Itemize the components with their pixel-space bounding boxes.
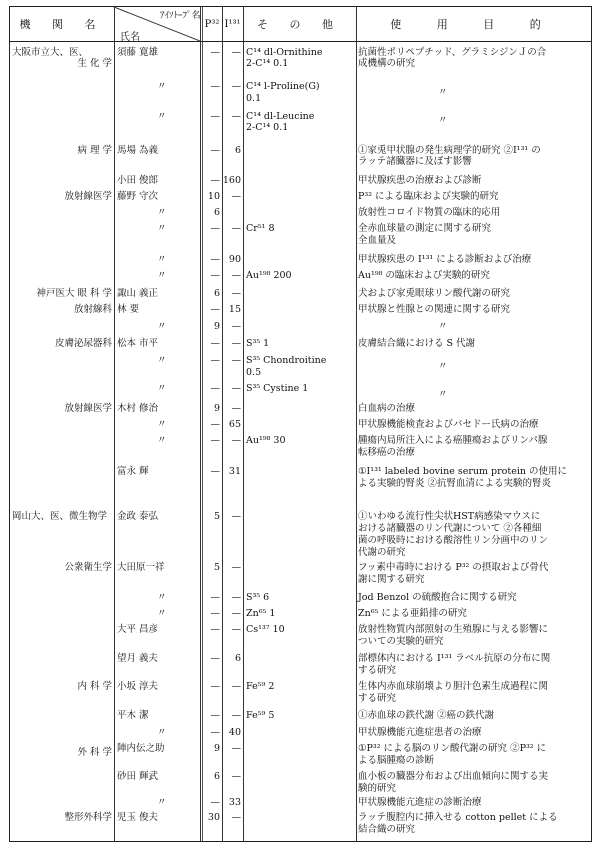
name-cell: 小田 俊郎 [117, 175, 159, 186]
i131-cell: — [231, 562, 241, 573]
name-cell: 〃 [157, 254, 167, 265]
i131-cell: 160 [222, 175, 241, 186]
purpose-cell: 部標体内における I¹³¹ ラベル抗原の分布に関 [358, 653, 551, 664]
name-cell: 〃 [157, 81, 167, 92]
i131-cell: 65 [228, 419, 241, 430]
purpose-cell: おける諸臓器のリン代謝について ②各種細 [358, 523, 542, 534]
p32-cell: 9 [213, 403, 220, 414]
purpose-cell: 菌の呼吸時における酸溶性リン分画中のリン [358, 535, 549, 546]
purpose-cell: ラッテ諸臓器に及ぼす影響 [358, 156, 472, 167]
p32-cell: — [210, 175, 220, 186]
header-i131: I¹³¹ [224, 18, 241, 30]
other-cell: S³⁵ 1 [246, 338, 270, 349]
p32-cell: — [210, 111, 220, 122]
i131-cell: — [231, 288, 241, 299]
purpose-cell: Au¹⁹⁸ の臨床および実験的研究 [358, 270, 490, 281]
i131-cell: 90 [228, 254, 241, 265]
name-cell: 馬場 為義 [117, 145, 159, 156]
p32-cell: — [210, 466, 220, 477]
purpose-cell: 生体内赤血球崩壊より胆汁色素生成過程に関 [358, 681, 549, 692]
purpose-cell: ①家兎甲状腺の発生病理学的研究 ②I¹³¹ の [358, 145, 541, 156]
p32-cell: — [210, 797, 220, 808]
p32-cell: 5 [213, 511, 220, 522]
purpose-cell: 転移癌の治療 [358, 447, 416, 458]
col-divider [243, 7, 244, 841]
name-cell: 松本 市平 [117, 338, 159, 349]
name-cell: 木村 修治 [117, 403, 159, 414]
institution-cell: 整形外科学 [64, 812, 112, 823]
other-cell: Fe⁵⁹ 5 [246, 710, 275, 721]
data-table [9, 6, 592, 842]
other-cell: Fe⁵⁹ 2 [246, 681, 275, 692]
name-cell: 諏山 義正 [117, 288, 159, 299]
p32-cell: 30 [207, 812, 220, 823]
other-cell: 2-C¹⁴ 0.1 [246, 122, 289, 133]
institution-cell: 皮膚泌尿器科 [54, 338, 112, 349]
p32-cell: — [210, 681, 220, 692]
name-cell: 〃 [157, 223, 167, 234]
p32-cell: — [210, 304, 220, 315]
other-cell: Zn⁶⁵ 1 [246, 608, 276, 619]
purpose-cell: よる実験的腎炎 ②抗腎血清による実験的腎炎 [358, 478, 552, 489]
institution-cell: 生 化 学 [77, 58, 112, 69]
p32-cell: — [210, 624, 220, 635]
p32-cell: 10 [207, 191, 220, 202]
purpose-cell: 甲状腺機能亢進症患者の治療 [358, 727, 482, 738]
i131-cell: — [231, 743, 241, 754]
i131-cell: 31 [228, 466, 241, 477]
other-cell: C¹⁴ dl-Ornithine [246, 47, 323, 58]
i131-cell: 15 [228, 304, 241, 315]
purpose-cell: 甲状腺機能検査およびバセドー氏病の治療 [358, 419, 539, 430]
institution-cell: 外 科 学 [77, 747, 112, 758]
purpose-cell: 白血病の治療 [358, 403, 416, 414]
purpose-cell: 犬および家兎眼球リン酸代謝の研究 [358, 288, 511, 299]
institution-cell: 岡山大、医、微生物学 [12, 511, 108, 522]
name-cell: 大平 昌彦 [117, 624, 159, 635]
purpose-cell: 全血量及 [358, 235, 397, 246]
other-cell: S³⁵ Cystine 1 [246, 383, 309, 394]
purpose-cell: 成機構の研究 [358, 58, 416, 69]
purpose-cell: 甲状腺と性腺との関連に関する研究 [358, 304, 511, 315]
purpose-cell: ラッテ腹腔内に挿入せる cotton pellet による [358, 812, 558, 823]
institution-cell: 内 科 学 [77, 681, 112, 692]
purpose-cell: ①赤血球の鉄代謝 ②癌の鉄代謝 [358, 710, 495, 721]
i131-cell: — [231, 435, 241, 446]
purpose-cell: 放射性コロイド物質の臨床的応用 [358, 207, 501, 218]
purpose-cell: 抗菌性ポリペプチッド、グラミシジンＪの合 [358, 47, 547, 58]
p32-cell: — [210, 81, 220, 92]
other-cell: Cr⁵¹ 8 [246, 223, 275, 234]
p32-cell: — [210, 608, 220, 619]
other-cell: S³⁵ Chondroitine [246, 355, 327, 366]
purpose-cell: 代謝の研究 [358, 547, 406, 558]
institution-cell: 神戸医大 眼 科 学 [36, 288, 112, 299]
name-cell: 〃 [157, 321, 167, 332]
p32-cell: — [210, 270, 220, 281]
p32-cell: — [210, 383, 220, 394]
p32-cell: — [210, 355, 220, 366]
col-divider [114, 7, 115, 841]
name-cell: 藤野 守次 [117, 191, 159, 202]
purpose-cell: 〃 [438, 361, 448, 372]
institution-cell: 大阪市立大、医、 [12, 47, 89, 58]
institution-cell: 放射線科 [73, 304, 112, 315]
purpose-cell: 甲状腺疾患の I¹³¹ による診断および治療 [358, 254, 532, 265]
purpose-cell: 〃 [438, 389, 448, 400]
name-cell: 〃 [157, 419, 167, 430]
name-cell: 〃 [157, 435, 167, 446]
i131-cell: — [231, 608, 241, 619]
i131-cell: — [231, 592, 241, 603]
i131-cell: — [231, 191, 241, 202]
purpose-cell: 放射性物質内部照射の生殖腺に与える影響に [358, 624, 549, 635]
p32-cell: 6 [213, 288, 220, 299]
purpose-cell: Zn⁶⁵ による亜鉛排の研究 [358, 608, 467, 619]
other-cell: Cs¹³⁷ 10 [246, 624, 285, 635]
name-cell: 陣内伝之助 [117, 743, 165, 754]
purpose-cell: 血小板の臓器分布および出血傾向に関する実 [358, 771, 549, 782]
name-cell: 大田原一祥 [117, 562, 165, 573]
name-cell: 〃 [157, 270, 167, 281]
p32-cell: — [210, 727, 220, 738]
header-purpose: 使 用 目 的 [390, 18, 557, 31]
p32-cell: — [210, 47, 220, 58]
institution-cell: 病 理 学 [77, 145, 112, 156]
name-cell: 須藤 寛雄 [117, 47, 159, 58]
header-isotope-name: ｱｲｿﾄｰﾌﾟ名 [160, 11, 201, 21]
purpose-cell: よる脳腫瘍の診断 [358, 755, 435, 766]
i131-cell: — [231, 338, 241, 349]
other-cell: 0.1 [246, 93, 262, 104]
p32-cell: — [210, 592, 220, 603]
i131-cell: — [231, 355, 241, 366]
institution-cell: 放射線医学 [64, 191, 112, 202]
p32-cell: — [210, 435, 220, 446]
purpose-cell: 皮膚結合織における S 代謝 [358, 338, 476, 349]
name-cell: 〃 [157, 355, 167, 366]
purpose-cell: 〃 [438, 115, 448, 126]
header-p32: P³² [204, 18, 220, 30]
header-other: そ の 他 [257, 18, 342, 31]
purpose-cell: 結合織の研究 [358, 824, 416, 835]
purpose-cell: 〃 [438, 87, 448, 98]
name-cell: 〃 [157, 797, 167, 808]
i131-cell: — [231, 403, 241, 414]
i131-cell: — [231, 710, 241, 721]
purpose-cell: Jod Benzol の硫酸抱合に関する研究 [358, 592, 517, 603]
other-cell: 2-C¹⁴ 0.1 [246, 58, 289, 69]
i131-cell: — [231, 81, 241, 92]
header-person-name: 氏名 [120, 32, 140, 43]
other-cell: 0.5 [246, 367, 262, 378]
i131-cell: 6 [234, 653, 241, 664]
name-cell: 富永 輝 [117, 466, 149, 477]
p32-cell: — [210, 145, 220, 156]
i131-cell: 33 [228, 797, 241, 808]
name-cell: 〃 [157, 608, 167, 619]
name-cell: 〃 [157, 383, 167, 394]
purpose-cell: 甲状腺機能亢進症の診断治療 [358, 797, 482, 808]
institution-cell: 放射線医学 [64, 403, 112, 414]
other-cell: Au¹⁹⁸ 200 [246, 270, 292, 281]
purpose-cell: ついての実験的研究 [358, 636, 444, 647]
other-cell: C¹⁴ l-Proline(G) [246, 81, 320, 92]
i131-cell: — [231, 47, 241, 58]
name-cell: 〃 [157, 207, 167, 218]
name-cell: 望月 義夫 [117, 653, 159, 664]
name-cell: 砂田 輝武 [117, 771, 159, 782]
purpose-cell: 全赤血球量の測定に関する研究 [358, 223, 492, 234]
i131-cell: — [231, 771, 241, 782]
p32-cell: — [210, 338, 220, 349]
p32-cell: 6 [213, 771, 220, 782]
i131-cell: — [231, 383, 241, 394]
i131-cell: 6 [234, 145, 241, 156]
purpose-cell: P³² による臨床および実験的研究 [358, 191, 499, 202]
name-cell: 平木 潔 [117, 710, 149, 721]
purpose-cell: する研究 [358, 693, 397, 704]
purpose-cell: ①いわゆる流行性尖状HST病感染マウスに [358, 511, 541, 522]
i131-cell: — [231, 321, 241, 332]
purpose-cell: フッ素中毒時における P³² の摂取および骨代 [358, 562, 549, 573]
p32-cell: 5 [213, 562, 220, 573]
other-cell: C¹⁴ dl-Leucine [246, 111, 315, 122]
p32-cell: — [210, 710, 220, 721]
name-cell: 〃 [157, 592, 167, 603]
name-cell: 小坂 淳夫 [117, 681, 159, 692]
other-cell: Au¹⁹⁸ 30 [246, 435, 286, 446]
i131-cell: — [231, 681, 241, 692]
i131-cell: 40 [228, 727, 241, 738]
purpose-cell: ①P³² による脳のリン酸代謝の研究 ②P³² に [358, 743, 547, 754]
purpose-cell: 甲状腺疾患の治療および診断 [358, 175, 482, 186]
purpose-cell: ①I¹³¹ labeled bovine serum protein の使用に [358, 466, 567, 477]
purpose-cell: 験的研究 [358, 783, 397, 794]
p32-cell: — [210, 254, 220, 265]
other-cell: S³⁵ 6 [246, 592, 270, 603]
purpose-cell: 謝に関する研究 [358, 574, 425, 585]
i131-cell: — [231, 223, 241, 234]
name-cell: 金政 泰弘 [117, 511, 159, 522]
col-divider [356, 7, 357, 841]
name-cell: 〃 [157, 111, 167, 122]
header-institution: 機 関 名 [19, 18, 105, 31]
i131-cell: — [231, 511, 241, 522]
p32-cell: 9 [213, 743, 220, 754]
p32-cell: 6 [213, 207, 220, 218]
name-cell: 〃 [157, 727, 167, 738]
name-cell: 児玉 俊夫 [117, 812, 159, 823]
purpose-cell: 腫瘍内局所注入による癌腫瘍およびリンパ腺 [358, 435, 548, 446]
p32-cell: — [210, 223, 220, 234]
p32-cell: — [210, 419, 220, 430]
i131-cell: — [231, 270, 241, 281]
purpose-cell: 〃 [438, 321, 448, 332]
i131-cell: — [231, 111, 241, 122]
p32-cell: 9 [213, 321, 220, 332]
institution-cell: 公衆衛生学 [64, 562, 112, 573]
table-header [10, 7, 591, 42]
purpose-cell: する研究 [358, 665, 397, 676]
i131-cell: — [231, 624, 241, 635]
p32-cell: — [210, 653, 220, 664]
i131-cell: — [231, 812, 241, 823]
name-cell: 林 要 [117, 304, 140, 315]
